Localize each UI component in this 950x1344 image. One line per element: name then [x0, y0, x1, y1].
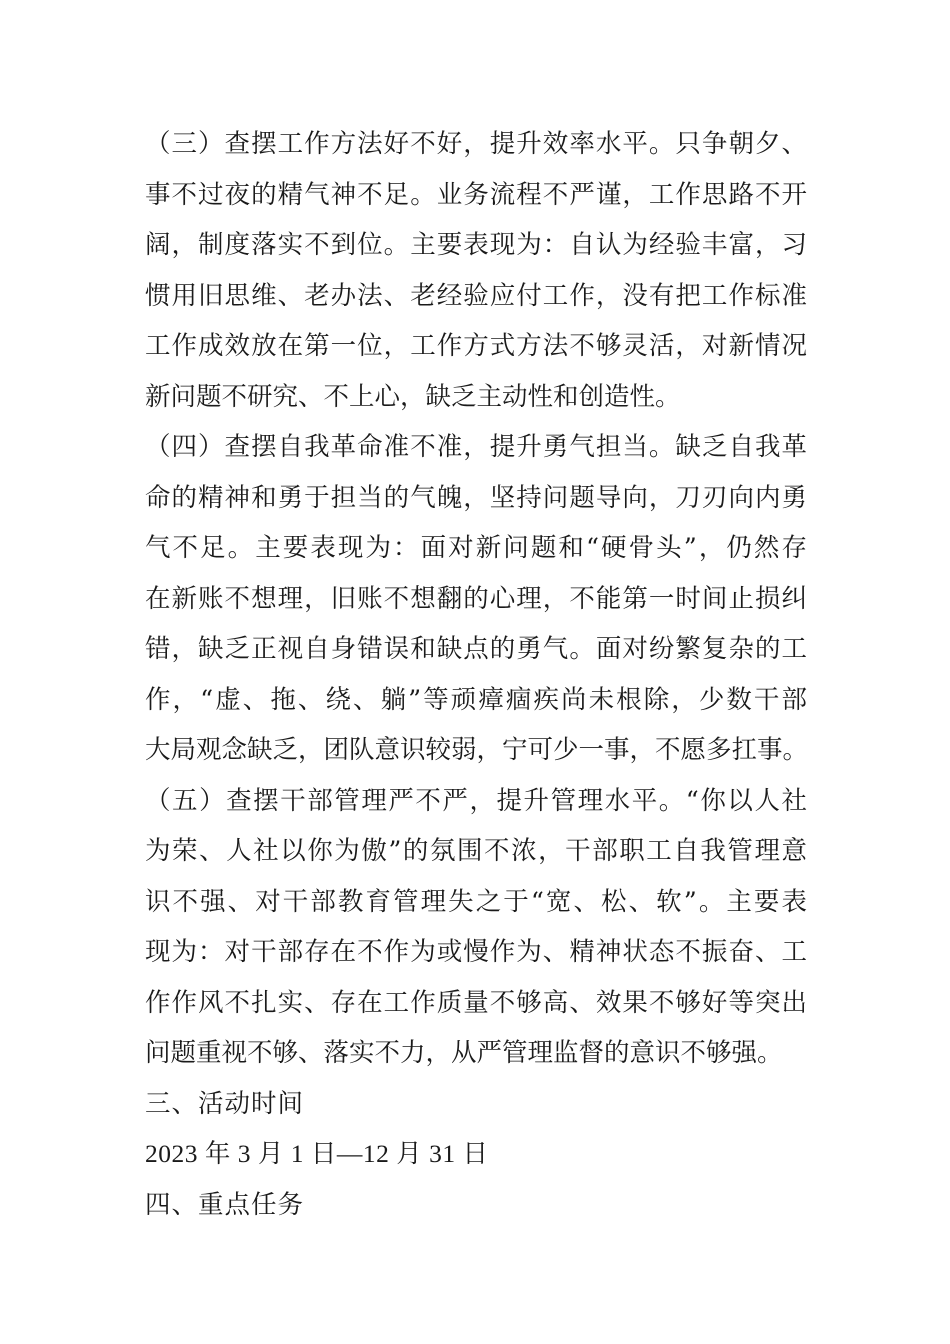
- paragraph-work-methods: [145, 126, 807, 429]
- text-line: 工作成效放在第一位，工作方式方法不够灵活，对新情况: [145, 331, 807, 361]
- text-line: 现为：对干部存在不作为或慢作为、精神状态不振奋、工: [145, 937, 807, 967]
- text-line: （三）查摆工作方法好不好，提升效率水平。只争朝夕、: [145, 129, 807, 159]
- text-line: 大局观念缺乏，团队意识较弱，宁可少一事，不愿多扛事。: [145, 735, 809, 765]
- section-heading-activity-time: 三、活动时间: [145, 1088, 305, 1119]
- text-line: 气不足。主要表现为：面对新问题和“硬骨头”，仍然存: [145, 533, 807, 563]
- paragraph-cadre-management: [145, 783, 807, 1086]
- text-line: 事不过夜的精气神不足。业务流程不严谨，工作思路不开: [145, 179, 807, 210]
- text-line: 作作风不扎实、存在工作质量不够高、效果不够好等突出: [145, 987, 807, 1018]
- text-line: 为荣、人社以你为傲”的氛围不浓，干部职工自我管理意: [145, 836, 807, 866]
- text-line: 阔，制度落实不到位。主要表现为：自认为经验丰富，习: [145, 230, 807, 260]
- paragraph-self-revolution: [145, 429, 807, 783]
- text-line: 惯用旧思维、老办法、老经验应付工作，没有把工作标准: [145, 280, 807, 311]
- text-line: 错，缺乏正视自身错误和缺点的勇气。面对纷繁复杂的工: [145, 634, 807, 664]
- text-line: 识不强、对干部教育管理失之于“宽、松、软”。主要表: [145, 886, 807, 917]
- text-line: 命的精神和勇于担当的气魄，坚持问题导向，刀刃向内勇: [145, 482, 807, 513]
- text-line: 作，“虚、拖、绕、躺”等顽瘴痼疾尚未根除，少数干部: [145, 684, 807, 715]
- text-line: （五）查摆干部管理严不严，提升管理水平。“你以人社: [145, 785, 807, 816]
- text-line: 问题重视不够、落实不力，从严管理监督的意识不够强。: [145, 1038, 783, 1068]
- document-body: [145, 126, 807, 1237]
- text-line: （四）查摆自我革命准不准，提升勇气担当。缺乏自我革: [145, 432, 807, 462]
- text-line: 新问题不研究、不上心，缺乏主动性和创造性。: [145, 381, 681, 412]
- activity-date-range: 2023 年 3 月 1 日—12 月 31 日: [145, 1139, 489, 1168]
- section-heading-key-tasks: 四、重点任务: [145, 1189, 305, 1220]
- text-line: 在新账不想理，旧账不想翻的心理，不能第一时间止损纠: [145, 583, 807, 614]
